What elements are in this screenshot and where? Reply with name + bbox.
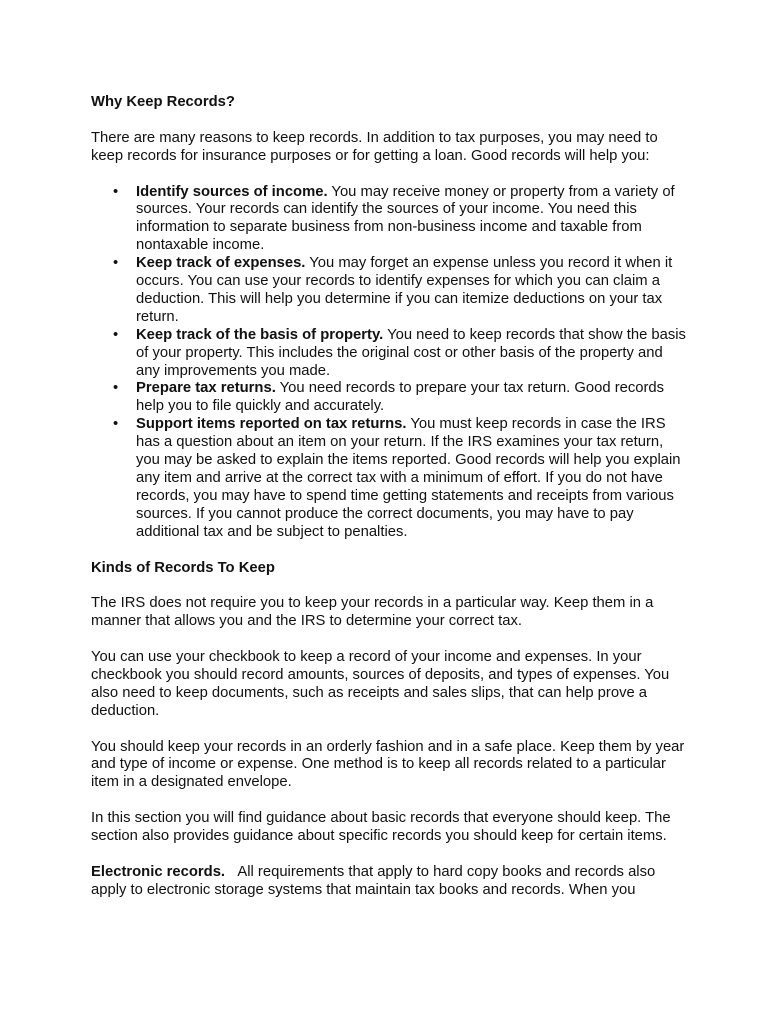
bullet-icon: • [113,380,119,397]
body-paragraph: You can use your checkbook to keep a record of your income and expenses. In your checkbook you should record amounts, sources of deposits, and types of expenses. You also need to keep documents, such as receipts and sales slips, that can help prove a deduction. [91,649,670,719]
list-item-lead: Keep track of the basis of property. [136,326,384,343]
list-item [91,416,690,541]
body-paragraph: You should keep your records in an orderly fashion and in a safe place. Keep them by year and type of income or expense. One method is to keep all records related to a particular item in a designated envelope. [91,738,685,791]
list-item-lead: Keep track of expenses. [136,255,306,272]
list-item [91,255,690,327]
bullet-icon: • [113,255,119,272]
list-item-text: You need to keep records that show the basis of your property. This includes the original cost or other basis of the property and any improvements you made. [136,326,686,379]
list-item-lead: Identify sources of income. [136,183,328,200]
list-item-text: You may forget an expense unless you record it when it occurs. You can use your records to identify expenses for which you can claim a deduction. This will help you determine if you can itemize deductions on your tax return. [136,255,673,325]
list-item-lead: Support items reported on tax returns. [136,416,407,433]
intro-paragraph: There are many reasons to keep records. In addition to tax purposes, you may need to keep records for insurance purposes or for getting a loan. Good records will help you: [91,129,658,164]
electronic-records-paragraph [91,864,690,900]
list-item-text: You may receive money or property from a variety of sources. Your records can identify the sources of your income. You need this information to separate business from non-business income and taxable from nontaxable income. [136,183,675,254]
section-heading-kinds-of-records: Kinds of Records To Keep [91,559,275,576]
bullet-icon: • [113,416,119,433]
reasons-list [91,184,690,542]
bullet-icon: • [113,183,119,200]
list-item-text: You need records to prepare your tax return. Good records help you to file quickly and accurately. [136,380,665,415]
list-item-text: You must keep records in case the IRS has a question about an item on your return. If the IRS examines your tax return, you may be asked to explain the items reported. Good records will help you explain any item and arrive at the correct tax with a minimum of effort. If you do not have records, you may have to spend time getting statements and receipts from various sources. If you cannot produce the correct documents, you may have to pay additional tax and be subject to penalties. [136,416,681,540]
body-paragraph: The IRS does not require you to keep your records in a particular way. Keep them in a manner that allows you and the IRS to determine your correct tax. [91,595,654,630]
electronic-records-lead: Electronic records. [91,863,226,880]
list-item [91,184,690,256]
list-item-lead: Prepare tax returns. [136,380,276,397]
bullet-icon: • [113,326,119,343]
section-heading-why-keep-records: Why Keep Records? [91,94,235,110]
list-item [91,327,690,381]
list-item [91,380,690,416]
electronic-records-text: All requirements that apply to hard copy books and records also apply to electronic storage systems that maintain tax books and records. When you [91,863,656,898]
body-paragraph: In this section you will find guidance about basic records that everyone should keep. The section also provides guidance about specific records you should keep for certain items. [91,810,671,845]
